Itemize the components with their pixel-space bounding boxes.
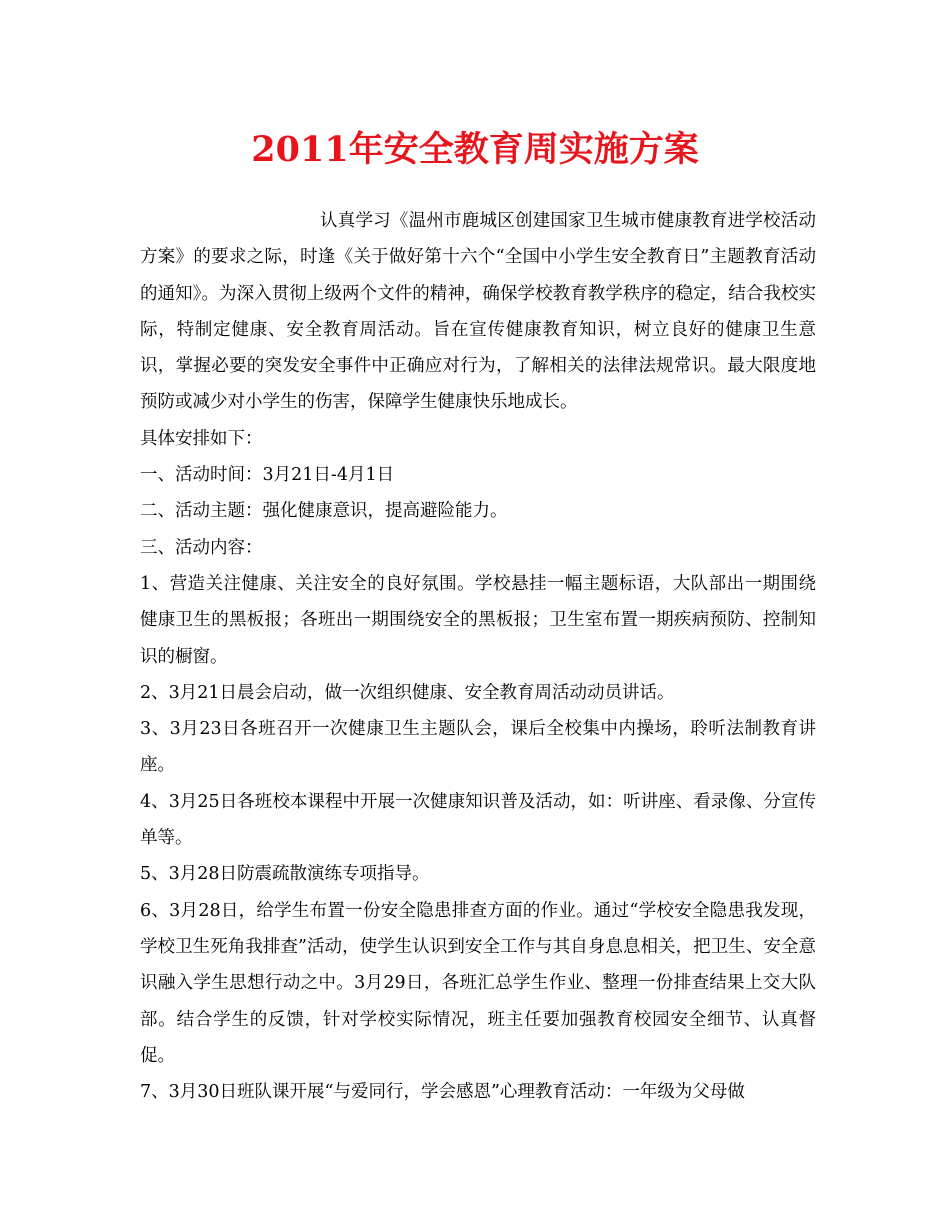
document-title: 2011年安全教育周实施方案 xyxy=(251,129,699,170)
activity-content-heading: 三、活动内容： xyxy=(140,537,263,558)
content-item-2: 2、3月21日晨会启动，做一次组织健康、安全教育周活动动员讲话。 xyxy=(140,682,675,703)
content-item-7: 7、3月30日班队课开展“与爱同行，学会感恩”心理教育活动：一年级为父母做 xyxy=(140,1082,745,1103)
intro-paragraph: 认真学习《温州市鹿城区创建国家卫生城市健康教育进学校活动方案》的要求之际，时逢《关于做好第十六个“全国中小学生安全教育日”主题教育活动的通知》。为深入贯彻上级两个文件的精神，确保学校教育教学秩序的稳定，结合我校实际，特制定健康、安全教育周活动。旨在宣传健康教育知识，树立良好的健康卫生意识，掌握必要的突发安全事件中正确应对行为，了解相关的法律法规常识。最大限度地预防或减少对小学生的伤害，保障学生健康快乐地成长。 xyxy=(140,211,816,413)
content-item-1: 1、营造关注健康、关注安全的良好氛围。学校悬挂一幅主题标语，大队部出一期围绕健康卫生的黑板报；各班出一期围绕安全的黑板报；卫生室布置一期疾病预防、控制知识的橱窗。 xyxy=(140,573,816,667)
document-body xyxy=(140,203,816,1110)
activity-theme: 二、活动主题：强化健康意识，提高避险能力。 xyxy=(140,501,508,522)
content-item-4: 4、3月25日各班校本课程中开展一次健康知识普及活动，如：听讲座、看录像、分宣传单等。 xyxy=(140,791,816,849)
content-item-3: 3、3月23日各班召开一次健康卫生主题队会，课后全校集中内操场，聆听法制教育讲座。 xyxy=(140,719,816,776)
content-item-5: 5、3月28日防震疏散演练专项指导。 xyxy=(140,864,430,885)
activity-time: 一、活动时间：3月21日-4月1日 xyxy=(140,465,395,486)
content-item-6: 6、3月28日，给学生布置一份安全隐患排查方面的作业。通过“学校安全隐患我发现，学校卫生死角我排查”活动，使学生认识到安全工作与其自身息息相关，把卫生、安全意识融入学生思想行动之中。3月29日，各班汇总学生作业、整理一份排查结果上交大队部。结合学生的反馈，针对学校实际情况，班主任要加强教育校园安全细节、认真督促。 xyxy=(140,900,816,1066)
arrangement-heading: 具体安排如下： xyxy=(140,428,263,449)
